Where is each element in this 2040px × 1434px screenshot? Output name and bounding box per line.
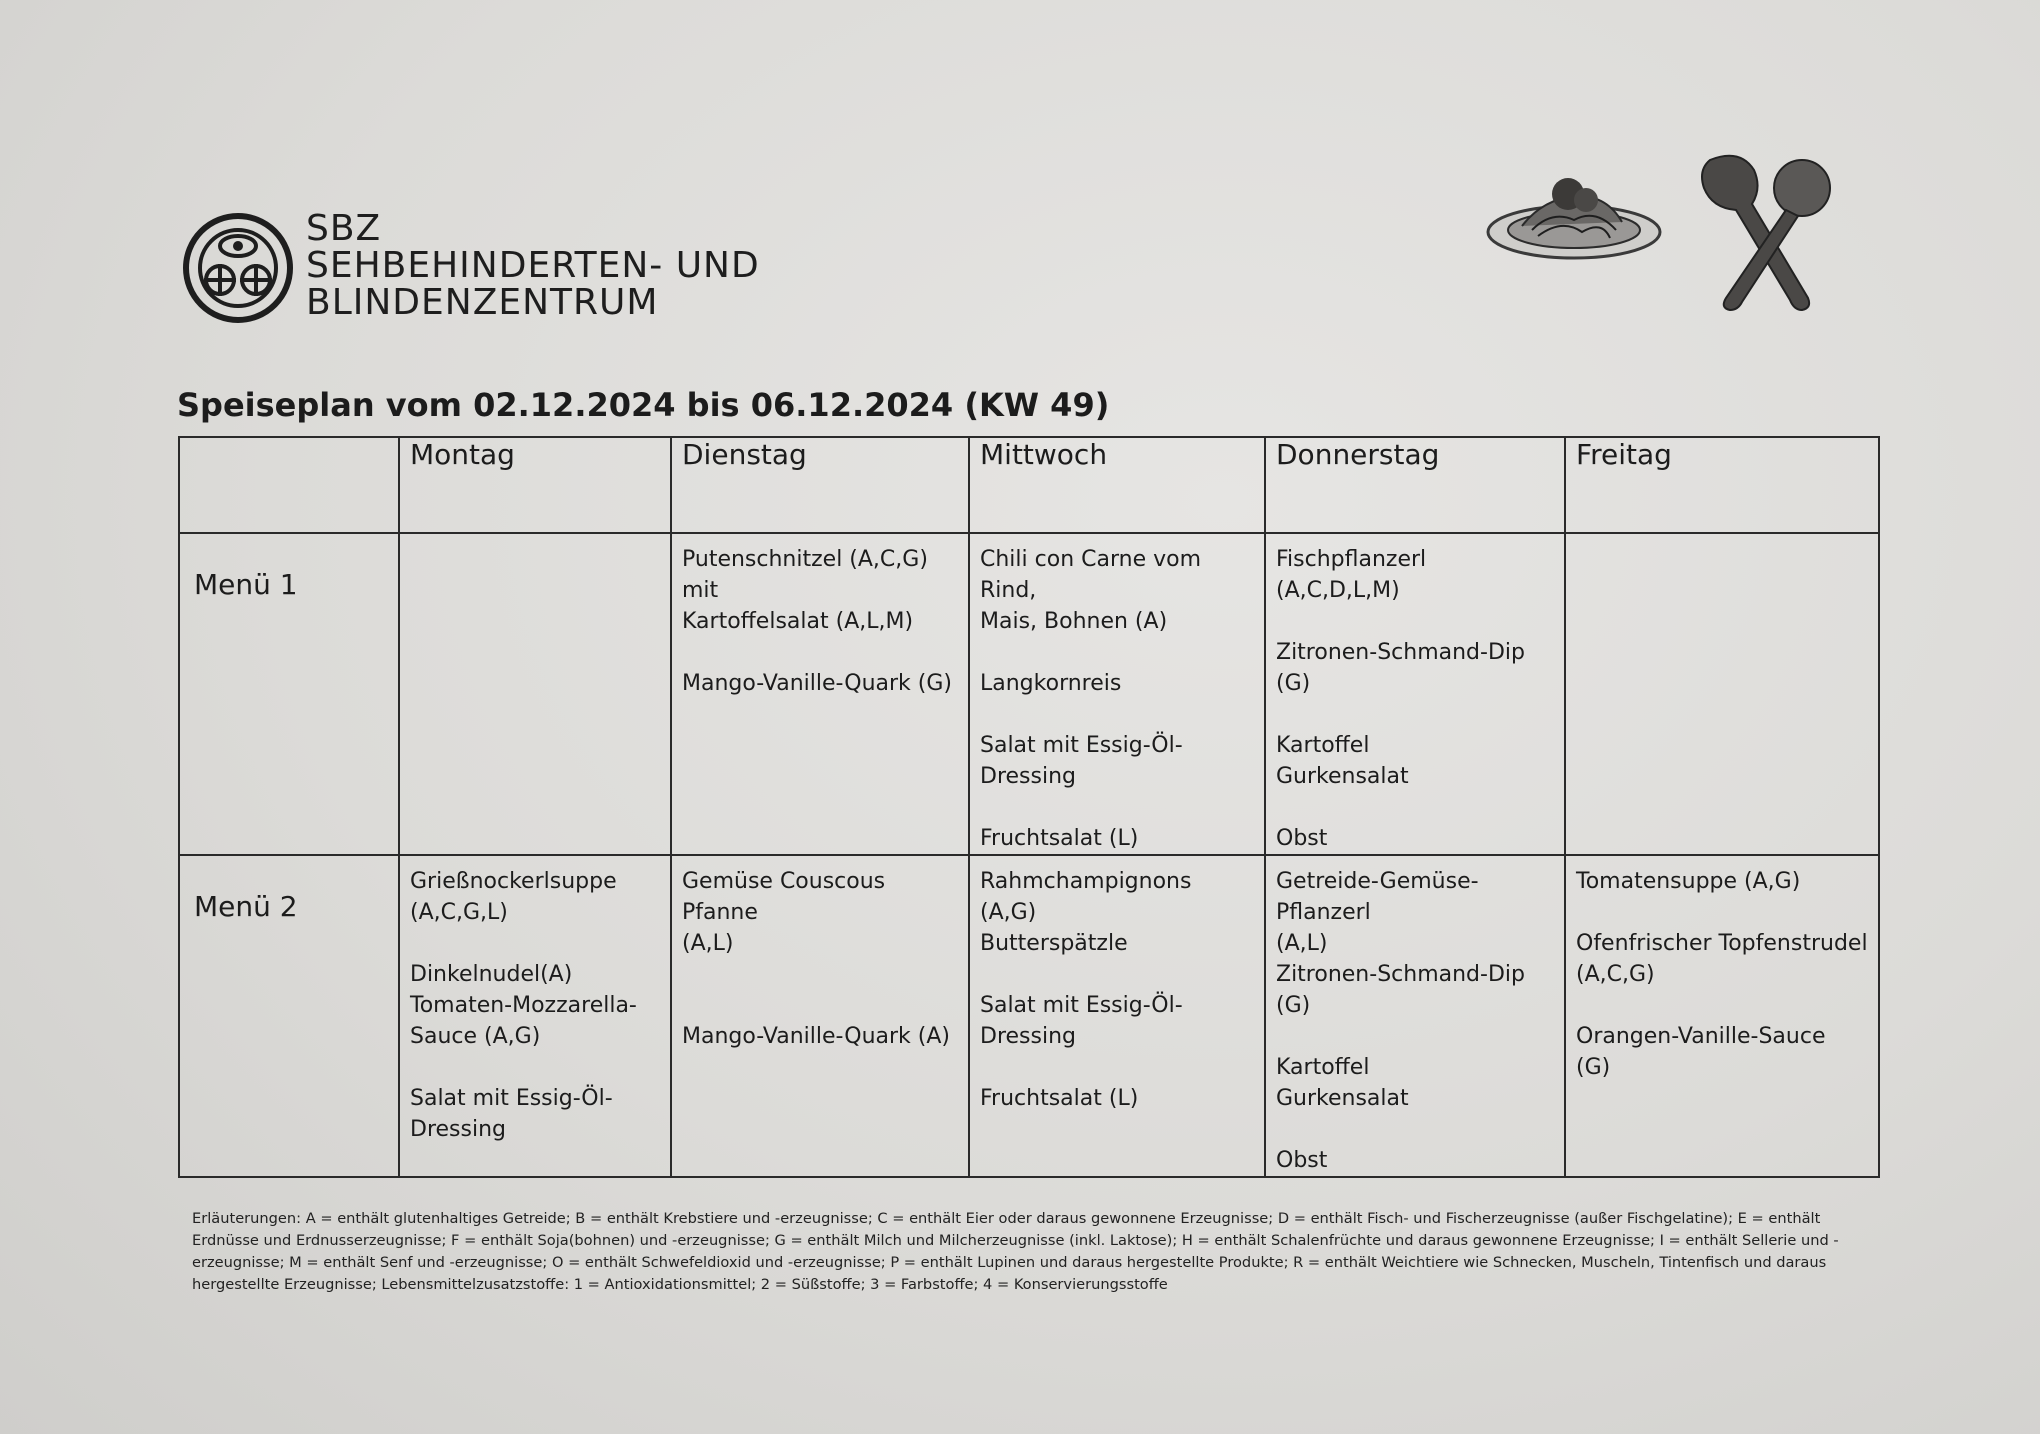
- menu-item-line: (A,C,G,L): [410, 900, 508, 925]
- menu-item-gap: [410, 928, 660, 959]
- menu-item-gap: [1276, 1114, 1554, 1145]
- menu-item-line: Salat mit Essig-Öl-: [410, 1086, 613, 1111]
- menu-label: Menü 2: [179, 855, 399, 1177]
- header-empty-cell: [179, 437, 399, 533]
- menu-cell: [1565, 855, 1879, 1177]
- menu-item-line: Dressing: [980, 764, 1076, 789]
- menu-item-line: Salat mit Essig-Öl-: [980, 993, 1183, 1018]
- menu-item-line: (A,L): [682, 931, 734, 956]
- menu-cell: [671, 855, 969, 1177]
- menu-item-gap: [682, 637, 958, 668]
- menu-item-gap: [1276, 792, 1554, 823]
- table-row: [179, 533, 1879, 855]
- menu-item-gap: [980, 792, 1254, 823]
- notes-line: Erläuterungen: A = enthält glutenhaltiges Getreide; B = enthält Krebstiere und -erzeugnisse; C = enthält Eier oder daraus gewonnene Erzeugnisse; D = enthält Fisch- und Fischerzeugnisse (außer Fischgelatine); E = enthält: [192, 1210, 1821, 1227]
- menu-item-line: Gemüse Couscous Pfanne: [682, 869, 886, 925]
- menu-item-line: (G): [1576, 1055, 1611, 1080]
- menu-table: [178, 436, 1880, 1178]
- menu-item-gap: [1576, 990, 1868, 1021]
- menu-item-gap: [1576, 897, 1868, 928]
- menu-label: Menü 1: [179, 533, 399, 855]
- menu-item-line: Dressing: [980, 1024, 1076, 1049]
- menu-cell: [399, 855, 671, 1177]
- day-header: Montag: [399, 437, 671, 533]
- menu-item-line: Obst: [1276, 826, 1328, 851]
- day-header: Freitag: [1565, 437, 1879, 533]
- menu-item-line: Fischpflanzerl (A,C,D,L,M): [1276, 547, 1427, 603]
- organization-name: [306, 210, 760, 321]
- menu-item-line: (A,C,G): [1576, 962, 1655, 987]
- table-header-row: [179, 437, 1879, 533]
- cutlery-icon: [1690, 148, 1840, 316]
- menu-item-line: Grießnockerlsuppe: [410, 869, 617, 894]
- menu-item-line: Fruchtsalat (L): [980, 1086, 1139, 1111]
- menu-item-line: (G): [1276, 671, 1311, 696]
- menu-item-line: Fruchtsalat (L): [980, 826, 1139, 851]
- menu-item-line: Mango-Vanille-Quark (A): [682, 1024, 951, 1049]
- menu-item-line: Ofenfrischer Topfenstrudel: [1576, 931, 1868, 956]
- menu-item-line: Orangen-Vanille-Sauce: [1576, 1024, 1826, 1049]
- org-line-3: BLINDENZENTRUM: [306, 282, 659, 323]
- menu-item-line: Rahmchampignons (A,G): [980, 869, 1192, 925]
- menu-item-gap: [980, 959, 1254, 990]
- menu-item-gap: [410, 1052, 660, 1083]
- menu-cell: [1565, 533, 1879, 855]
- day-header: Donnerstag: [1265, 437, 1565, 533]
- menu-item-line: Zitronen-Schmand-Dip: [1276, 962, 1525, 987]
- day-header: Dienstag: [671, 437, 969, 533]
- menu-item-line: Putenschnitzel (A,C,G): [682, 547, 928, 572]
- menu-cell: [969, 855, 1265, 1177]
- menu-item-line: Butterspätzle: [980, 931, 1128, 956]
- menu-item-line: Zitronen-Schmand-Dip: [1276, 640, 1525, 665]
- notes-line: erzeugnisse; M = enthält Senf und -erzeugnisse; O = enthält Schwefeldioxid und -erzeugnisse; P = enthält Lupinen und daraus hergestellte Produkte; R = enthält Weichtiere wie Schnecken, Muscheln, Tintenfisch und daraus: [192, 1254, 1827, 1271]
- menu-item-line: Tomaten-Mozzarella-: [410, 993, 637, 1018]
- menu-cell: [1265, 533, 1565, 855]
- menu-item-line: Kartoffel: [1276, 1055, 1370, 1080]
- menu-item-gap: [682, 959, 958, 990]
- menu-item-line: Mais, Bohnen (A): [980, 609, 1168, 634]
- menu-item-line: Langkornreis: [980, 671, 1122, 696]
- menu-item-line: Mango-Vanille-Quark (G): [682, 671, 953, 696]
- menu-item-line: Sauce (A,G): [410, 1024, 541, 1049]
- menu-item-line: mit: [682, 578, 719, 603]
- menu-item-line: Gurkensalat: [1276, 1086, 1409, 1111]
- menu-item-gap: [682, 990, 958, 1021]
- page-title: Speiseplan vom 02.12.2024 bis 06.12.2024 (KW 49): [177, 386, 1110, 424]
- spaghetti-plate-icon: [1482, 160, 1666, 270]
- menu-cell: [969, 533, 1265, 855]
- notes-line: Erdnüsse und Erdnusserzeugnisse; F = enthält Soja(bohnen) und -erzeugnisse; G = enthält Milch und Milcherzeugnisse (inkl. Laktose); H = enthält Schalenfrüchte und daraus gewonnene Erzeugnisse; I = enthält Sellerie und -: [192, 1232, 1839, 1249]
- menu-item-line: Dressing: [410, 1117, 506, 1142]
- menu-item-gap: [1276, 1021, 1554, 1052]
- org-line-1: SBZ: [306, 208, 382, 249]
- menu-item-line: Gurkensalat: [1276, 764, 1409, 789]
- menu-item-gap: [1276, 699, 1554, 730]
- menu-item-line: Dinkelnudel(A): [410, 962, 573, 987]
- table-row: [179, 855, 1879, 1177]
- menu-item-line: Tomatensuppe (A,G): [1576, 869, 1801, 894]
- notes-line: hergestellte Erzeugnisse; Lebensmittelzusatzstoffe: 1 = Antioxidationsmittel; 2 = Süßstoffe; 3 = Farbstoffe; 4 = Konservierungsstoffe: [192, 1276, 1168, 1293]
- menu-cell: [399, 533, 671, 855]
- org-line-2: SEHBEHINDERTEN- UND: [306, 245, 760, 286]
- menu-item-line: (A,L): [1276, 931, 1328, 956]
- menu-item-gap: [980, 637, 1254, 668]
- day-header: Mittwoch: [969, 437, 1265, 533]
- menu-item-gap: [980, 1052, 1254, 1083]
- menu-cell: [671, 533, 969, 855]
- menu-item-line: Getreide-Gemüse-: [1276, 869, 1479, 894]
- menu-item-line: Pflanzerl: [1276, 900, 1371, 925]
- menu-item-line: (G): [1276, 993, 1311, 1018]
- menu-item-line: Chili con Carne vom Rind,: [980, 547, 1202, 603]
- menu-item-line: Obst: [1276, 1148, 1328, 1173]
- menu-item-gap: [980, 699, 1254, 730]
- allergen-notes: [192, 1208, 1852, 1296]
- sbz-logo-icon: [182, 212, 294, 324]
- menu-item-line: Kartoffel: [1276, 733, 1370, 758]
- menu-item-line: Kartoffelsalat (A,L,M): [682, 609, 914, 634]
- menu-cell: [1265, 855, 1565, 1177]
- menu-item-gap: [1276, 606, 1554, 637]
- menu-item-line: Salat mit Essig-Öl-: [980, 733, 1183, 758]
